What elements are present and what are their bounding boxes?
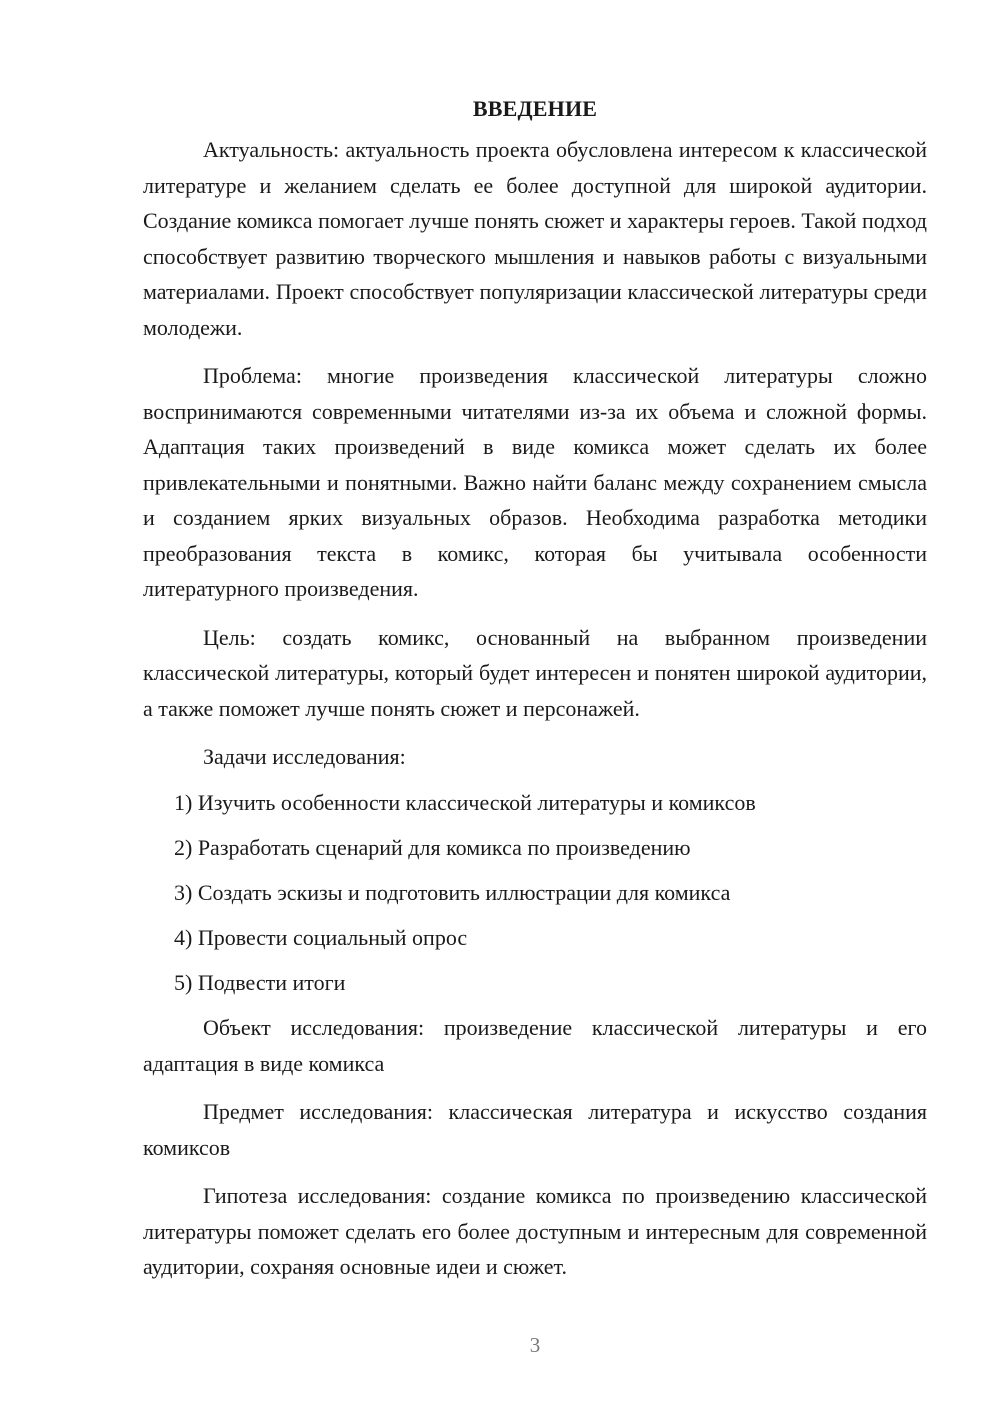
paragraph-subject: Предмет исследования: классическая литература и искусство создания комиксов — [143, 1099, 927, 1160]
paragraph-problem: Проблема: многие произведения классической литературы сложно воспринимаются современными читателями из-за их объема и сложной формы. Адаптация таких произведений в виде комикса может сделать их более привлекательными и понятными. Важно найти баланс между сохранением смысла и созданием ярких визуальных образов. Необходима разработка методики преобразования текста в комикс, которая бы учитывала особенности литературного произведения. — [143, 363, 927, 601]
task-item: 5) Подвести итоги — [174, 969, 346, 995]
tasks-heading: Задачи исследования: — [203, 744, 406, 769]
paragraph-goal: Цель: создать комикс, основанный на выбранном произведении классической литературы, который будет интересен и понятен широкой аудитории, а также поможет лучше понять сюжет и персонажей. — [143, 624, 927, 721]
task-item: 3) Создать эскизы и подготовить иллюстрации для комикса — [174, 879, 731, 905]
document-title: ВВЕДЕНИЕ — [472, 96, 598, 121]
paragraph-object: Объект исследования: произведение классической литературы и его адаптация в виде комикса — [143, 1015, 927, 1076]
page-number: 3 — [529, 1333, 541, 1357]
task-list — [143, 785, 927, 1001]
paragraph-relevance: Актуальность: актуальность проекта обусловлена интересом к классической литературе и желанием сделать ее более доступной для широкой аудитории. Создание комикса помогает лучше понять сюжет и характеры героев. Такой подход способствует развитию творческого мышления и навыков работы с визуальными материалами. Проект способствует популяризации классической литературы среди молодежи. — [143, 137, 927, 340]
paragraph-hypothesis: Гипотеза исследования: создание комикса по произведению классической литературы поможет сделать его более доступным и интересным для современной аудитории, сохраняя основные идеи и сюжет. — [143, 1183, 927, 1279]
task-item: 4) Провести социальный опрос — [174, 924, 468, 950]
task-item: 1) Изучить особенности классической литературы и комиксов — [174, 789, 756, 815]
document-page — [143, 92, 927, 1298]
task-item: 2) Разработать сценарий для комикса по произведению — [174, 834, 691, 860]
